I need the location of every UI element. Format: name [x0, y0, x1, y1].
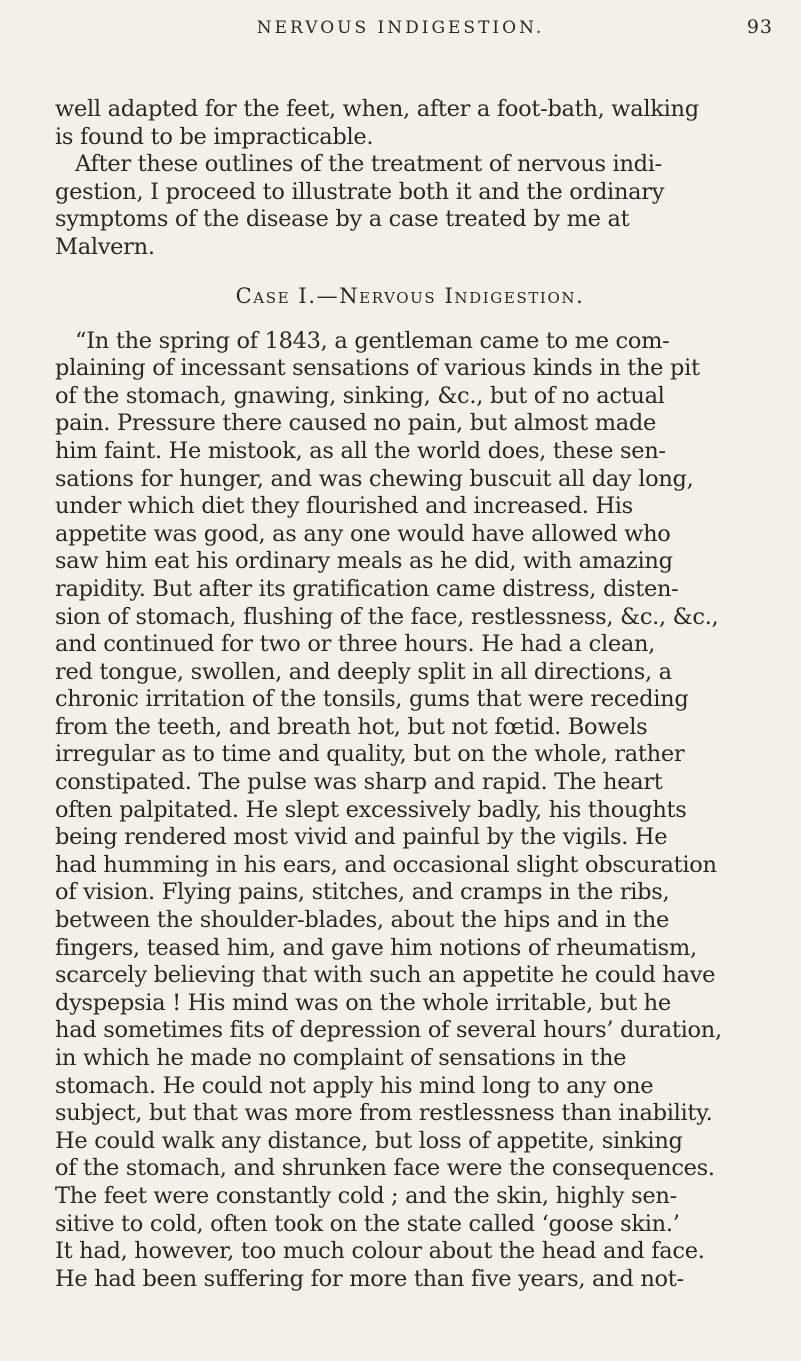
text-line: from the teeth, and breath hot, but not fœtid. Bowels	[55, 713, 648, 740]
text-line: appetite was good, as any one would have allowed who	[55, 520, 671, 547]
text-line: It had, however, too much colour about the head and face.	[55, 1238, 705, 1265]
body-text	[55, 96, 765, 1293]
text-line: subject, but that was more from restlessness than inability.	[55, 1100, 713, 1127]
text-line: Malvern.	[55, 233, 155, 260]
text-line: irregular as to time and quality, but on the whole, rather	[55, 741, 685, 768]
text-line: had sometimes fits of depression of several hours’ duration,	[55, 1017, 722, 1044]
text-line: him faint. He mistook, as all the world does, these sen-	[55, 437, 666, 464]
text-line: dyspepsia ! His mind was on the whole irritable, but he	[55, 989, 671, 1016]
text-line: He had been suffering for more than five years, and not-	[55, 1265, 684, 1292]
text-line: between the shoulder-blades, about the hips and in the	[55, 907, 670, 934]
text-line: pain. Pressure there caused no pain, but almost made	[55, 410, 657, 437]
text-line: had humming in his ears, and occasional slight obscuration	[55, 851, 717, 878]
text-line: plaining of incessant sensations of various kinds in the pit	[55, 355, 700, 382]
text-line: and continued for two or three hours. He had a clean,	[55, 631, 656, 658]
text-line: scarcely believing that with such an appetite he could have	[55, 962, 716, 989]
text-line: sion of stomach, flushing of the face, restlessness, &c., &c.,	[55, 603, 719, 630]
text-line: chronic irritation of the tonsils, gums that were receding	[55, 686, 689, 713]
text-line: sitive to cold, often took on the state called ‘goose skin.’	[55, 1210, 680, 1237]
text-line: under which diet they flourished and increased. His	[55, 493, 633, 520]
text-line: is found to be impracticable.	[55, 123, 374, 150]
text-line: of the stomach, and shrunken face were the consequences.	[55, 1155, 715, 1182]
text-line: symptoms of the disease by a case treated by me at	[55, 206, 630, 233]
text-line: He could walk any distance, but loss of appetite, sinking	[55, 1127, 683, 1154]
text-line: stomach. He could not apply his mind long to any one	[55, 1072, 654, 1099]
text-line: rapidity. But after its gratification came distress, disten-	[55, 575, 679, 602]
text-line: well adapted for the feet, when, after a foot-bath, walking	[55, 96, 699, 122]
text-line: being rendered most vivid and painful by the vigils. He	[55, 824, 668, 851]
text-line: After these outlines of the treatment of nervous indi-	[75, 151, 662, 178]
text-line: red tongue, swollen, and deeply split in all directions, a	[55, 658, 672, 685]
text-line: sations for hunger, and was chewing buscuit all day long,	[55, 465, 694, 492]
text-line: often palpitated. He slept excessively badly, his thoughts	[55, 796, 687, 823]
page-number: 93	[746, 16, 773, 38]
case-heading: Case I.—Nervous Indigestion.	[235, 283, 585, 308]
text-line: in which he made no complaint of sensations in the	[55, 1045, 627, 1071]
running-title: NERVOUS INDIGESTION.	[256, 18, 545, 38]
text-line: gestion, I proceed to illustrate both it and the ordinary	[55, 178, 665, 205]
text-line: of the stomach, gnawing, sinking, &c., but of no actual	[55, 382, 665, 409]
text-line: “In the spring of 1843, a gentleman came to me com-	[75, 327, 670, 354]
text-line: saw him eat his ordinary meals as he did, with amazing	[55, 548, 673, 575]
text-line: The feet were constantly cold ; and the skin, highly sen-	[55, 1182, 677, 1209]
text-line: of vision. Flying pains, stitches, and cramps in the ribs,	[55, 879, 670, 906]
text-line: fingers, teased him, and gave him notions of rheumatism,	[55, 934, 697, 961]
text-line: constipated. The pulse was sharp and rapid. The heart	[55, 769, 663, 796]
running-head	[0, 8, 801, 48]
